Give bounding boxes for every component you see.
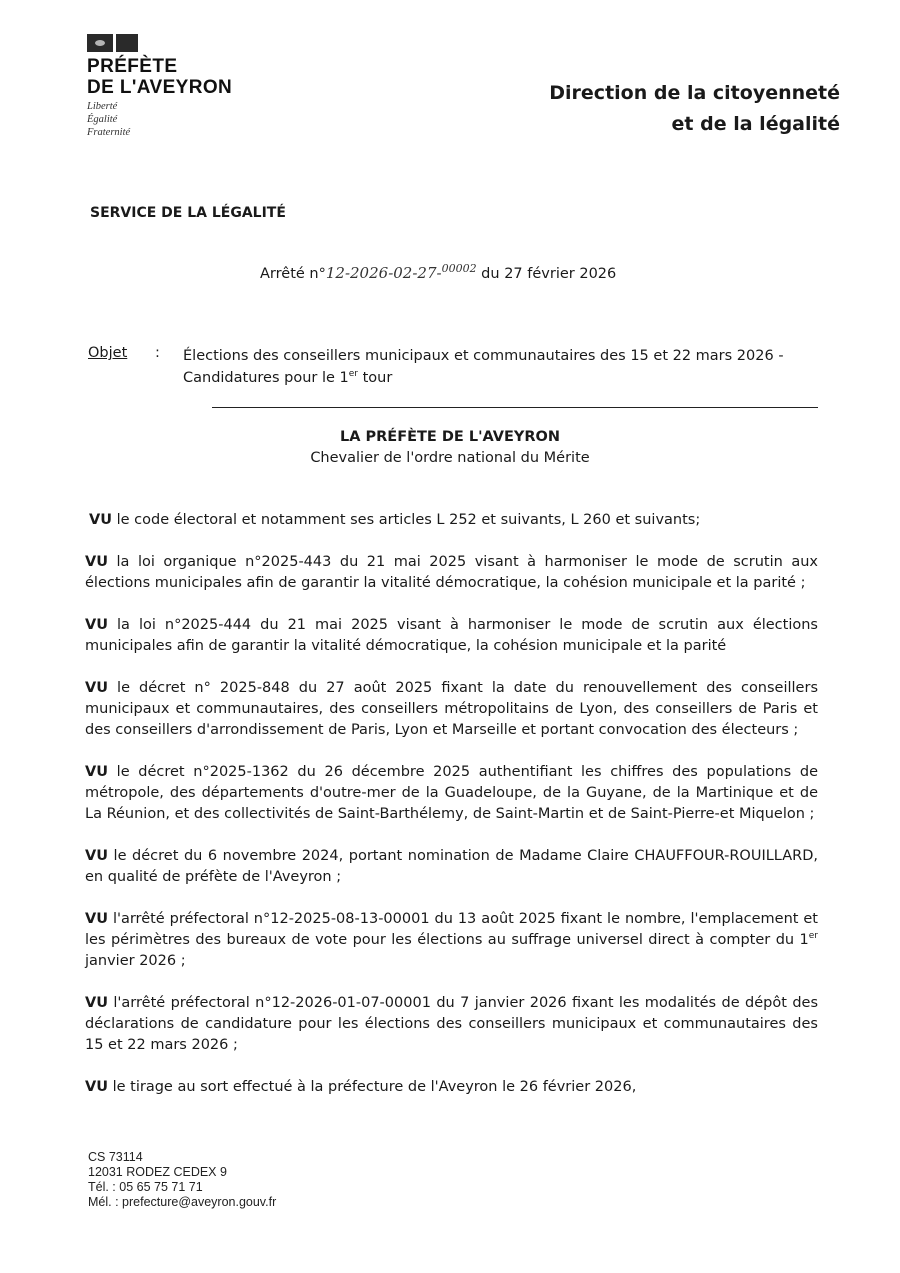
vu-item: VU le code électoral et notamment ses articles L 252 et suivants, L 260 et suivants; bbox=[89, 512, 701, 528]
marianne-logo-icon bbox=[87, 34, 267, 52]
vu-item: VU le tirage au sort effectué à la préfecture de l'Aveyron le 26 février 2026, bbox=[85, 1079, 637, 1095]
motto-egalite: Égalité bbox=[87, 114, 118, 125]
direction-header bbox=[549, 78, 840, 140]
footer-city: 12031 RODEZ CEDEX 9 bbox=[88, 1165, 227, 1179]
objet-colon: : bbox=[155, 345, 160, 361]
vu-item: VU l'arrêté préfectoral n°12-2026-01-07-00001 du 7 janvier 2026 fixant les modalités de dépôt des déclarations de candidature pour les élections des conseillers municipaux et communautaires des 15 et 22 mars 2026 ; bbox=[85, 995, 818, 1053]
footer-phone: Tél. : 05 65 75 71 71 bbox=[88, 1180, 203, 1194]
objet-text bbox=[183, 345, 823, 389]
motto-liberte: Liberté bbox=[87, 101, 118, 112]
prefete-heading bbox=[0, 427, 900, 469]
motto bbox=[87, 100, 267, 139]
vu-item: VU l'arrêté préfectoral n°12-2025-08-13-00001 du 13 août 2025 fixant le nombre, l'emplacement et les périmètres des bureaux de vote pour les élections au suffrage universel direct à compter du 1er janvier 2026 ; bbox=[85, 911, 818, 969]
footer-address bbox=[88, 1150, 276, 1210]
arrete-number-sup: 00002 bbox=[441, 262, 477, 275]
arrete-number-line bbox=[260, 264, 616, 282]
direction-line2: et de la légalité bbox=[671, 113, 840, 135]
arrete-prefix: Arrêté n° bbox=[260, 266, 326, 282]
prefete-subtitle: Chevalier de l'ordre national du Mérite bbox=[310, 450, 590, 466]
arrete-date: du 27 février 2026 bbox=[476, 266, 617, 282]
footer-email: Mél. : prefecture@aveyron.gouv.fr bbox=[88, 1195, 277, 1209]
objet-line1: Élections des conseillers municipaux et communautaires des 15 et 22 mars 2026 - bbox=[183, 348, 784, 364]
vu-item: VU le décret n°2025-1362 du 26 décembre 2025 authentifiant les chiffres des populations de métropole, des départements d'outre-mer de la Guadeloupe, de la Guyane, de la Martinique et de La Réunion, et des collectivités de Saint-Barthélemy, de Saint-Martin et de Saint-Pierre-et Miquelon ; bbox=[85, 764, 818, 822]
arrete-number-main: 12-2026-02-27- bbox=[325, 264, 442, 282]
separator-rule bbox=[212, 407, 818, 408]
service-title: SERVICE DE LA LÉGALITÉ bbox=[90, 205, 286, 221]
vu-item: VU la loi n°2025-444 du 21 mai 2025 visant à harmoniser le mode de scrutin aux élections municipales afin de garantir la vitalité démocratique, la cohésion municipale et la parité bbox=[85, 617, 818, 654]
org-name-line2: DE L'AVEYRON bbox=[87, 77, 233, 98]
vu-item: VU le décret du 6 novembre 2024, portant nomination de Madame Claire CHAUFFOUR-ROUILLARD, en qualité de préfète de l'Aveyron ; bbox=[85, 848, 818, 885]
objet-label bbox=[88, 345, 127, 361]
objet-label-text: Objet bbox=[88, 345, 128, 361]
vu-item: VU la loi organique n°2025-443 du 21 mai 2025 visant à harmoniser le mode de scrutin aux élections municipales afin de garantir la vitalité démocratique, la cohésion municipale et la parité ; bbox=[85, 554, 818, 591]
motto-fraternite: Fraternité bbox=[87, 127, 131, 138]
objet-line2: Candidatures pour le 1er tour bbox=[183, 369, 393, 386]
vu-list bbox=[85, 510, 818, 1119]
org-name-line1: PRÉFÈTE bbox=[87, 56, 178, 77]
footer-cs: CS 73114 bbox=[88, 1150, 143, 1164]
prefete-title: LA PRÉFÈTE DE L'AVEYRON bbox=[339, 429, 561, 445]
vu-item: VU le décret n° 2025-848 du 27 août 2025 fixant la date du renouvellement des conseillers municipaux et communautaires, des conseillers métropolitains de Lyon, des conseillers de Paris et des conseillers d'arrondissement de Paris, Lyon et Marseille et portant convocation des électeurs ; bbox=[85, 680, 818, 738]
direction-line1: Direction de la citoyenneté bbox=[549, 82, 840, 104]
prefecture-logo bbox=[87, 34, 267, 139]
arrete-handwritten-number bbox=[326, 264, 477, 282]
